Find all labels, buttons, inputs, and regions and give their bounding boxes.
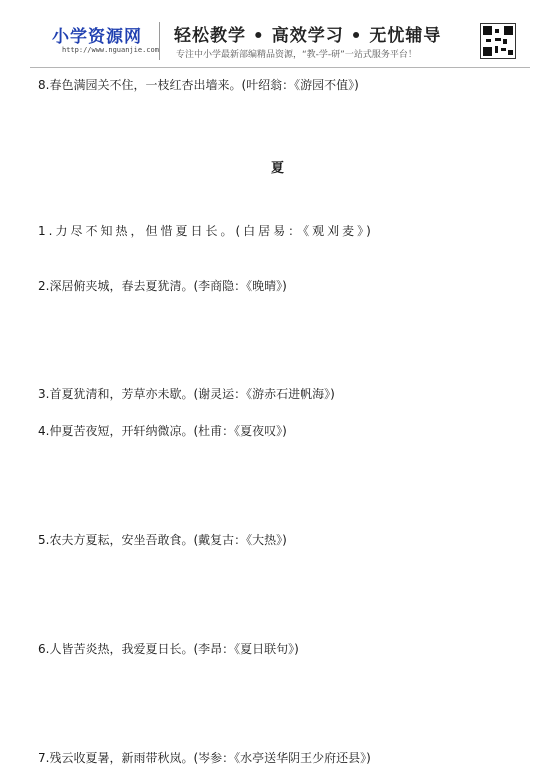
page-header — [0, 0, 556, 68]
header-divider — [159, 22, 160, 60]
poem-line-4: 4.仲夏苦夜短，开轩纳微凉。(杜甫：《夏夜叹》) — [38, 424, 287, 438]
poem-line-6: 6.人皆苦炎热，我爱夏日长。(李昂：《夏日联句》) — [38, 642, 299, 656]
qr-code-icon — [480, 23, 516, 59]
header-tagline: 专注中小学最新部编精品资源，“教-学-研”一站式服务平台！ — [176, 50, 417, 60]
poem-line-3: 3.首夏犹清和，芳草亦未歇。(谢灵运：《游赤石进帆海》) — [38, 387, 335, 401]
header-rule — [30, 67, 530, 68]
season-heading: 夏 — [271, 161, 285, 176]
poem-line-1: 1.力尽不知热，但惜夏日长。(白居易：《观刈麦》) — [38, 224, 374, 238]
poem-line-2: 2.深居俯夹城，春去夏犹清。(李商隐：《晚晴》) — [38, 279, 287, 293]
site-logo-text[interactable]: 小学资源网 — [52, 27, 142, 47]
site-url[interactable]: http://www.nguanjie.com — [62, 46, 159, 54]
poem-line-5: 5.农夫方夏耘，安坐吾敢食。(戴复古：《大热》) — [38, 533, 287, 547]
poem-line-7: 7.残云收夏暑，新雨带秋岚。(岑参：《水亭送华阴王少府还县》) — [38, 751, 371, 765]
poem-line-spring-8: 8.春色满园关不住，一枝红杏出墙来。(叶绍翁：《游园不值》) — [38, 78, 359, 92]
header-slogan: 轻松教学 • 高效学习 • 无忧辅导 — [174, 26, 442, 46]
